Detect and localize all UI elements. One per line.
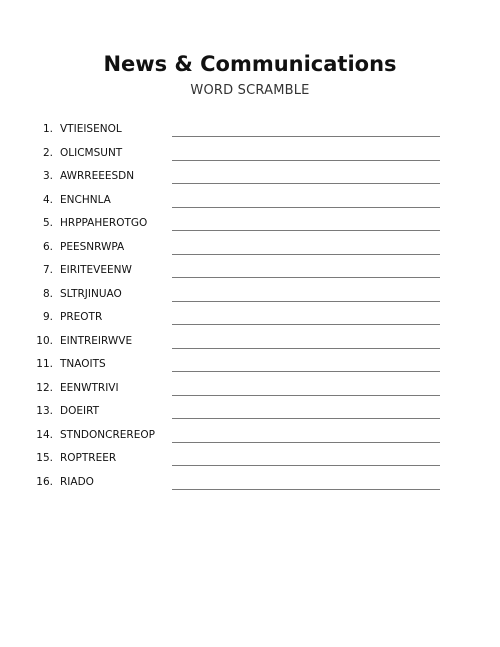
answer-line[interactable] (172, 277, 440, 278)
scrambled-word: RIADO (60, 475, 94, 488)
scrambled-word: SLTRJINUAO (60, 287, 122, 300)
scrambled-word: PEESNRWPA (60, 240, 125, 253)
scramble-item (0, 236, 500, 260)
item-number: 6. (42, 240, 53, 253)
item-number: 7. (42, 264, 53, 276)
item-number: 9. (42, 311, 53, 323)
item-number: 16. (36, 475, 53, 488)
answer-line[interactable] (172, 207, 440, 208)
scrambled-word: STNDONCREREOP (60, 428, 155, 441)
scramble-item (0, 283, 500, 307)
scrambled-word: ROPTREER (60, 452, 117, 464)
scrambled-word: AWRREEESDN (60, 170, 135, 182)
scramble-item (0, 118, 500, 142)
item-number: 11. (36, 358, 53, 370)
answer-line[interactable] (172, 183, 440, 184)
item-number: 12. (36, 381, 53, 394)
scramble-item (0, 165, 500, 189)
item-number: 15. (36, 452, 53, 464)
scramble-item (0, 306, 500, 330)
scramble-item (0, 189, 500, 213)
item-number: 14. (36, 428, 53, 441)
scramble-list (0, 118, 500, 494)
answer-line[interactable] (172, 418, 440, 419)
scramble-item (0, 471, 500, 495)
page-title: News & Communications (103, 52, 397, 76)
scramble-item (0, 377, 500, 401)
answer-line[interactable] (172, 371, 440, 372)
answer-line[interactable] (172, 348, 440, 349)
scrambled-word: EINTREIRWVE (60, 334, 133, 347)
answer-line[interactable] (172, 136, 440, 137)
scramble-item (0, 142, 500, 166)
answer-line[interactable] (172, 230, 440, 231)
scramble-item (0, 259, 500, 283)
item-number: 1. (42, 123, 53, 135)
item-number: 2. (42, 146, 53, 159)
answer-line[interactable] (172, 489, 440, 490)
scrambled-word: VTIEISENOL (60, 123, 122, 135)
scramble-item (0, 353, 500, 377)
item-number: 3. (42, 170, 53, 182)
scrambled-word: DOEIRT (60, 405, 100, 417)
answer-line[interactable] (172, 395, 440, 396)
item-number: 4. (42, 193, 53, 206)
scrambled-word: HRPPAHEROTGO (60, 217, 148, 229)
scramble-item (0, 330, 500, 354)
answer-line[interactable] (172, 465, 440, 466)
answer-line[interactable] (172, 160, 440, 161)
scrambled-word: EENWTRIVI (60, 381, 119, 394)
scramble-item (0, 447, 500, 471)
scrambled-word: EIRITEVEENW (60, 264, 132, 276)
item-number: 8. (42, 287, 53, 300)
scrambled-word: PREOTR (60, 311, 103, 323)
page-subtitle: WORD SCRAMBLE (190, 83, 310, 98)
scrambled-word: TNAOITS (60, 358, 106, 370)
answer-line[interactable] (172, 254, 440, 255)
scrambled-word: ENCHNLA (60, 193, 111, 206)
answer-line[interactable] (172, 324, 440, 325)
answer-line[interactable] (172, 301, 440, 302)
item-number: 13. (36, 405, 53, 417)
item-number: 5. (42, 217, 53, 229)
scramble-item (0, 400, 500, 424)
scrambled-word: OLICMSUNT (60, 146, 123, 159)
scramble-item (0, 212, 500, 236)
answer-line[interactable] (172, 442, 440, 443)
scramble-item (0, 424, 500, 448)
item-number: 10. (36, 334, 53, 347)
